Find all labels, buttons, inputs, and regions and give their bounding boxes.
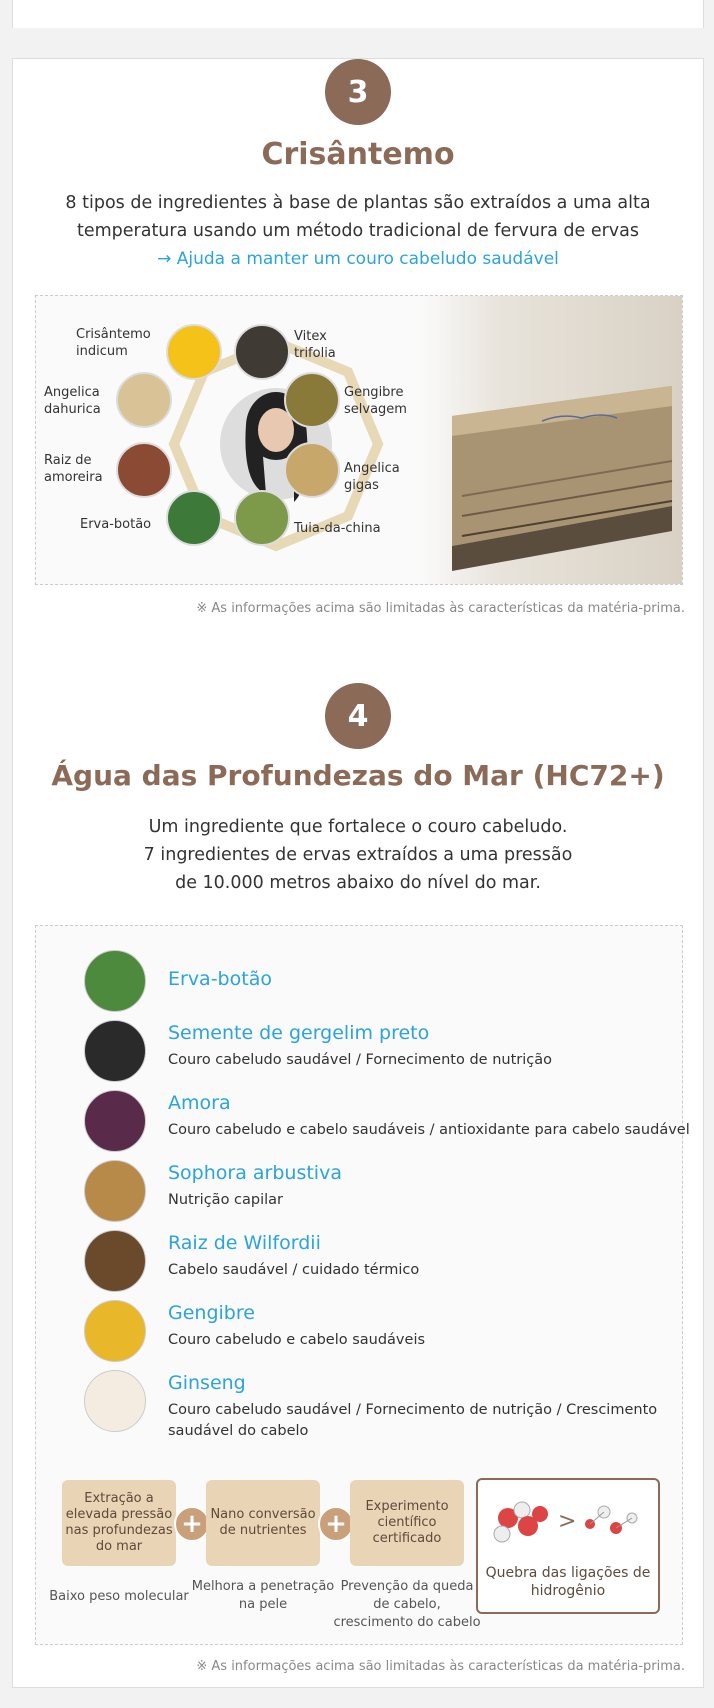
button-herb-icon xyxy=(84,950,146,1012)
section-title: Crisântemo xyxy=(261,137,455,172)
section-description-line: temperatura usando um método tradicional de fervura de ervas xyxy=(76,221,640,241)
herb-label: Angelica dahurica xyxy=(44,385,101,417)
section-description-line: 7 ingredientes de ervas extraídos a uma pressão xyxy=(143,845,573,865)
ingredient-name: Semente de gergelim preto xyxy=(168,1022,430,1044)
list-item xyxy=(84,1230,714,1292)
disclaimer-note: ※ As informações acima são limitadas às características da matéria-prima. xyxy=(196,601,685,616)
process-caption: Melhora a penetração na pele xyxy=(191,1579,335,1612)
benefit-link[interactable]: → Ajuda a manter um couro cabeludo saudável xyxy=(157,249,559,269)
previous-card xyxy=(12,0,704,28)
section-description-line: de 10.000 metros abaixo do nível do mar. xyxy=(175,873,541,893)
list-item xyxy=(84,1160,714,1222)
sophora-icon xyxy=(84,1160,146,1222)
process-caption: Baixo peso molecular xyxy=(49,1589,189,1604)
wilfordii-root-icon xyxy=(84,1230,146,1292)
vitex-icon xyxy=(234,324,290,380)
herb-label: Tuia-da-china xyxy=(294,521,381,536)
ginger-icon xyxy=(84,1300,146,1362)
ingredient-name: Raiz de Wilfordii xyxy=(168,1232,321,1254)
ingredient-name: Amora xyxy=(168,1092,231,1114)
ingredient-desc: Cabelo saudável / cuidado térmico xyxy=(168,1262,420,1278)
process-caption: Prevenção da queda de cabelo, crescimento do cabelo xyxy=(333,1579,481,1630)
molecule-icon xyxy=(478,1488,658,1558)
button-herb-icon xyxy=(166,490,222,546)
angelica-gigas-icon xyxy=(284,442,340,498)
list-item xyxy=(84,1090,714,1152)
svg-text:>: > xyxy=(558,1509,577,1534)
herb-label: Vitex trifolia xyxy=(294,329,336,361)
list-item xyxy=(84,1020,714,1082)
ingredient-panel xyxy=(35,925,690,1645)
ingredient-desc: Couro cabeludo saudável / Fornecimento de nutrição / Crescimento saudável do cabelo xyxy=(168,1402,658,1439)
process-step: Extração a elevada pressão nas profundezas do mar xyxy=(62,1480,176,1566)
list-item xyxy=(84,1370,714,1439)
list-item xyxy=(84,1300,714,1362)
herb-label: Gengibre selvagem xyxy=(344,385,407,417)
black-sesame-icon xyxy=(84,1020,146,1082)
ingredient-name: Ginseng xyxy=(168,1372,246,1394)
herb-label: Raiz de amoreira xyxy=(44,453,103,485)
ingredient-desc: Nutrição capilar xyxy=(168,1192,284,1208)
chrysanthemum-icon xyxy=(166,324,222,380)
process-step: Nano conversão de nutrientes xyxy=(206,1480,320,1566)
ingredient-name: Sophora arbustiva xyxy=(168,1162,342,1184)
ingredient-desc: Couro cabeludo e cabelo saudáveis xyxy=(168,1332,426,1348)
mulberry-icon xyxy=(84,1090,146,1152)
hydrogen-bond-box xyxy=(476,1478,660,1614)
ginseng-icon xyxy=(84,1370,146,1432)
thuja-icon xyxy=(234,490,290,546)
section-number-badge: 3 xyxy=(325,59,391,125)
ingredient-desc: Couro cabeludo saudável / Fornecimento de nutrição xyxy=(168,1052,552,1068)
hydrogen-bond-label: Quebra das ligações de hidrogênio xyxy=(485,1565,651,1599)
section-description-line: Um ingrediente que fortalece o couro cabeludo. xyxy=(148,817,568,837)
section-number-badge: 4 xyxy=(325,683,391,749)
angelica-dahurica-icon xyxy=(116,372,172,428)
wild-ginger-icon xyxy=(284,372,340,428)
section-description-line: 8 tipos de ingredientes à base de plantas são extraídos a uma alta xyxy=(65,193,651,213)
content-card xyxy=(12,58,704,1688)
herb-label: Erva-botão xyxy=(80,517,152,532)
section-title: Água das Profundezas do Mar (HC72+) xyxy=(51,759,665,792)
ingredient-desc: Couro cabeludo e cabelo saudáveis / antioxidante para cabelo saudável xyxy=(168,1122,690,1138)
herb-label: Crisântemo indicum xyxy=(76,327,151,359)
book-icon xyxy=(422,296,682,584)
disclaimer-note: ※ As informações acima são limitadas às características da matéria-prima. xyxy=(196,1659,685,1674)
plus-icon: + xyxy=(174,1506,210,1542)
ancient-book-image xyxy=(422,296,682,584)
plus-icon: + xyxy=(318,1506,354,1542)
ingredient-name: Erva-botão xyxy=(168,968,272,990)
mulberry-root-icon xyxy=(116,442,172,498)
herb-label: Angelica gigas xyxy=(344,461,400,493)
herb-diagram xyxy=(35,295,683,585)
process-step: Experimento científico certificado xyxy=(350,1480,464,1566)
list-item xyxy=(84,950,714,1012)
ingredient-name: Gengibre xyxy=(168,1302,255,1324)
